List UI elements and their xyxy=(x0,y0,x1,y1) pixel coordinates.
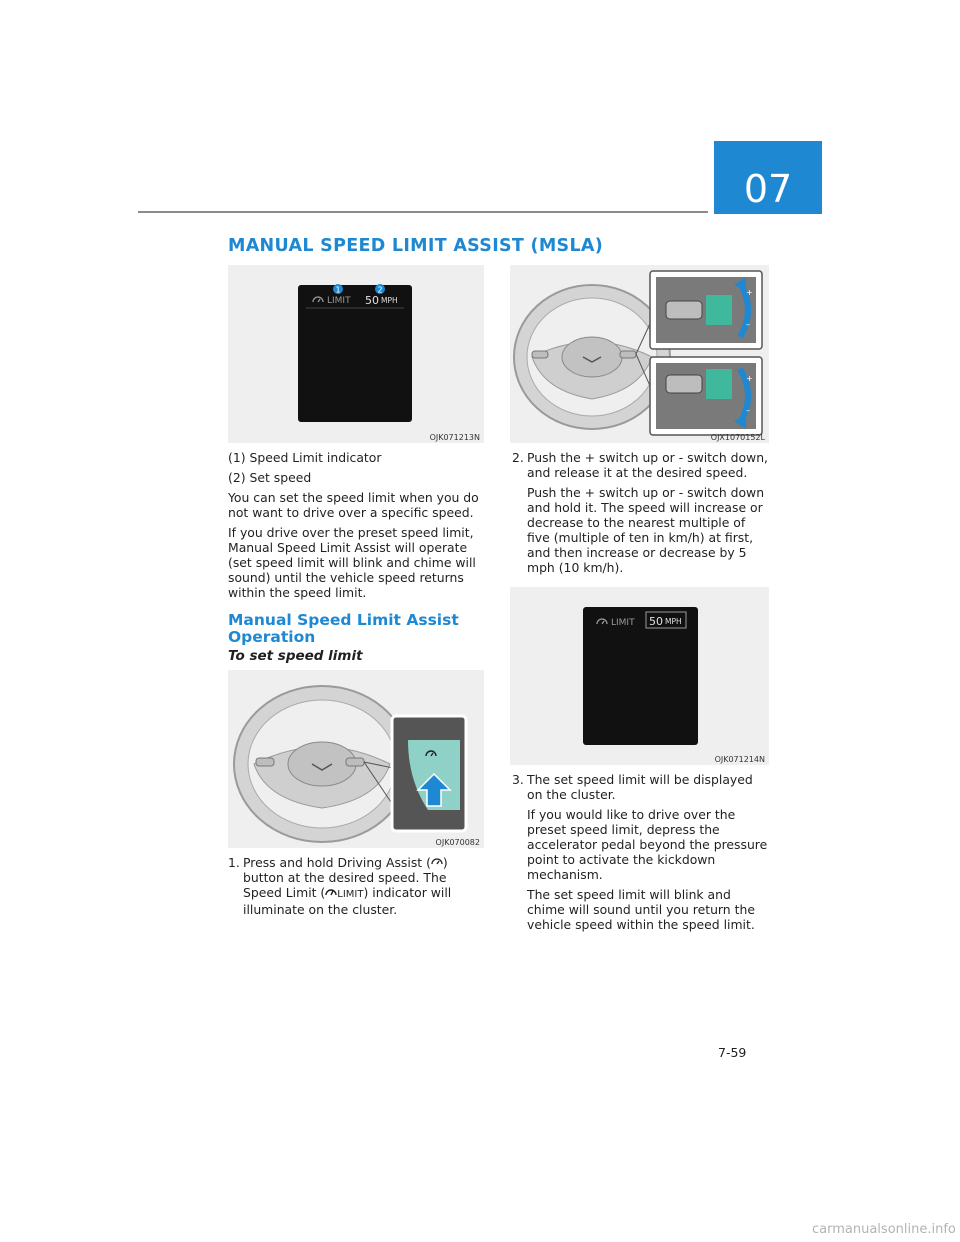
limit-inline-label: LIMIT xyxy=(337,889,364,900)
limit-label: LIMIT xyxy=(327,296,351,306)
step1-text-c: ) indicator will illuminate on the cluster. xyxy=(243,885,452,917)
watermark: carmanualsonline.info xyxy=(812,1222,956,1237)
set-speed-unit: MPH xyxy=(381,296,398,305)
figure-code: OJK071214N xyxy=(714,755,765,764)
figure-cluster-indicator xyxy=(228,265,484,443)
figure-cluster-set-speed xyxy=(510,587,769,765)
figure-code: OJX1070152L xyxy=(710,433,765,442)
svg-text:+: + xyxy=(746,374,753,383)
indicator-item-2: (2) Set speed xyxy=(228,470,312,485)
step1-text-a: Press and hold Driving Assist ( xyxy=(243,855,431,870)
step-3 xyxy=(512,772,770,937)
left-column-text xyxy=(228,450,484,605)
cluster-illustration xyxy=(228,265,484,443)
step3-text-a: The set speed limit will be displayed on the cluster. xyxy=(527,772,753,802)
paragraph-intro: You can set the speed limit when you do not want to drive over a specific speed. xyxy=(228,490,479,520)
svg-text:2: 2 xyxy=(377,285,383,295)
svg-text:–: – xyxy=(746,320,750,329)
set-speed-value: 50 xyxy=(365,294,379,307)
section-title: MANUAL SPEED LIMIT ASSIST (MSLA) xyxy=(228,236,604,256)
set-speed-unit: MPH xyxy=(665,617,682,626)
subsubheading: To set speed limit xyxy=(228,648,363,664)
steering-wheel-illustration xyxy=(228,670,484,848)
figure-steering-driving-assist xyxy=(228,670,484,848)
indicator-item-1: (1) Speed Limit indicator xyxy=(228,450,382,465)
step3-text-c: The set speed limit will blink and chime will sound until you return the vehicle speed within the speed limit. xyxy=(527,887,755,932)
limit-label: LIMIT xyxy=(611,618,635,628)
step-number: 3. xyxy=(512,772,524,787)
subheading: Manual Speed Limit Assist Operation xyxy=(228,611,459,646)
step2-text-b: Push the + switch up or - switch down and hold it. The speed will increase or decrease to the nearest multiple of five (multiple of ten in km/h) at first, and then increase or decrease by 5 mph (10 km/h). xyxy=(527,485,765,575)
figure-code: OJK071213N xyxy=(429,433,480,442)
speed-limit-icon xyxy=(325,887,337,898)
figure-code: OJK070082 xyxy=(435,838,480,847)
figure-steering-switch xyxy=(510,265,769,443)
svg-text:+: + xyxy=(746,288,753,297)
header-rule xyxy=(138,211,708,213)
svg-text:1: 1 xyxy=(335,285,341,295)
page-number: 7-59 xyxy=(718,1045,747,1060)
step-1 xyxy=(228,855,484,917)
driving-assist-icon xyxy=(431,857,443,868)
step-2 xyxy=(512,450,770,580)
steering-switch-illustration xyxy=(510,265,769,443)
step2-text-a: Push the + switch up or - switch down, and release it at the desired speed. xyxy=(527,450,768,480)
set-speed-value: 50 xyxy=(649,615,663,628)
step3-text-b: If you would like to drive over the preset speed limit, depress the accelerator pedal beyond the pressure point to activate the kickdown mechanism. xyxy=(527,807,768,882)
step-number: 2. xyxy=(512,450,524,465)
svg-text:–: – xyxy=(746,406,750,415)
chapter-tab: 07 xyxy=(714,141,822,214)
paragraph-overspeed: If you drive over the preset speed limit, Manual Speed Limit Assist will operate (set speed limit will blink and chime will sound) until the vehicle speed returns within the speed limit. xyxy=(228,525,476,600)
step-number: 1. xyxy=(228,855,240,870)
step1-text-b: ) button at the desired speed. The Speed Limit ( xyxy=(243,855,448,900)
cluster-illustration xyxy=(510,587,769,765)
